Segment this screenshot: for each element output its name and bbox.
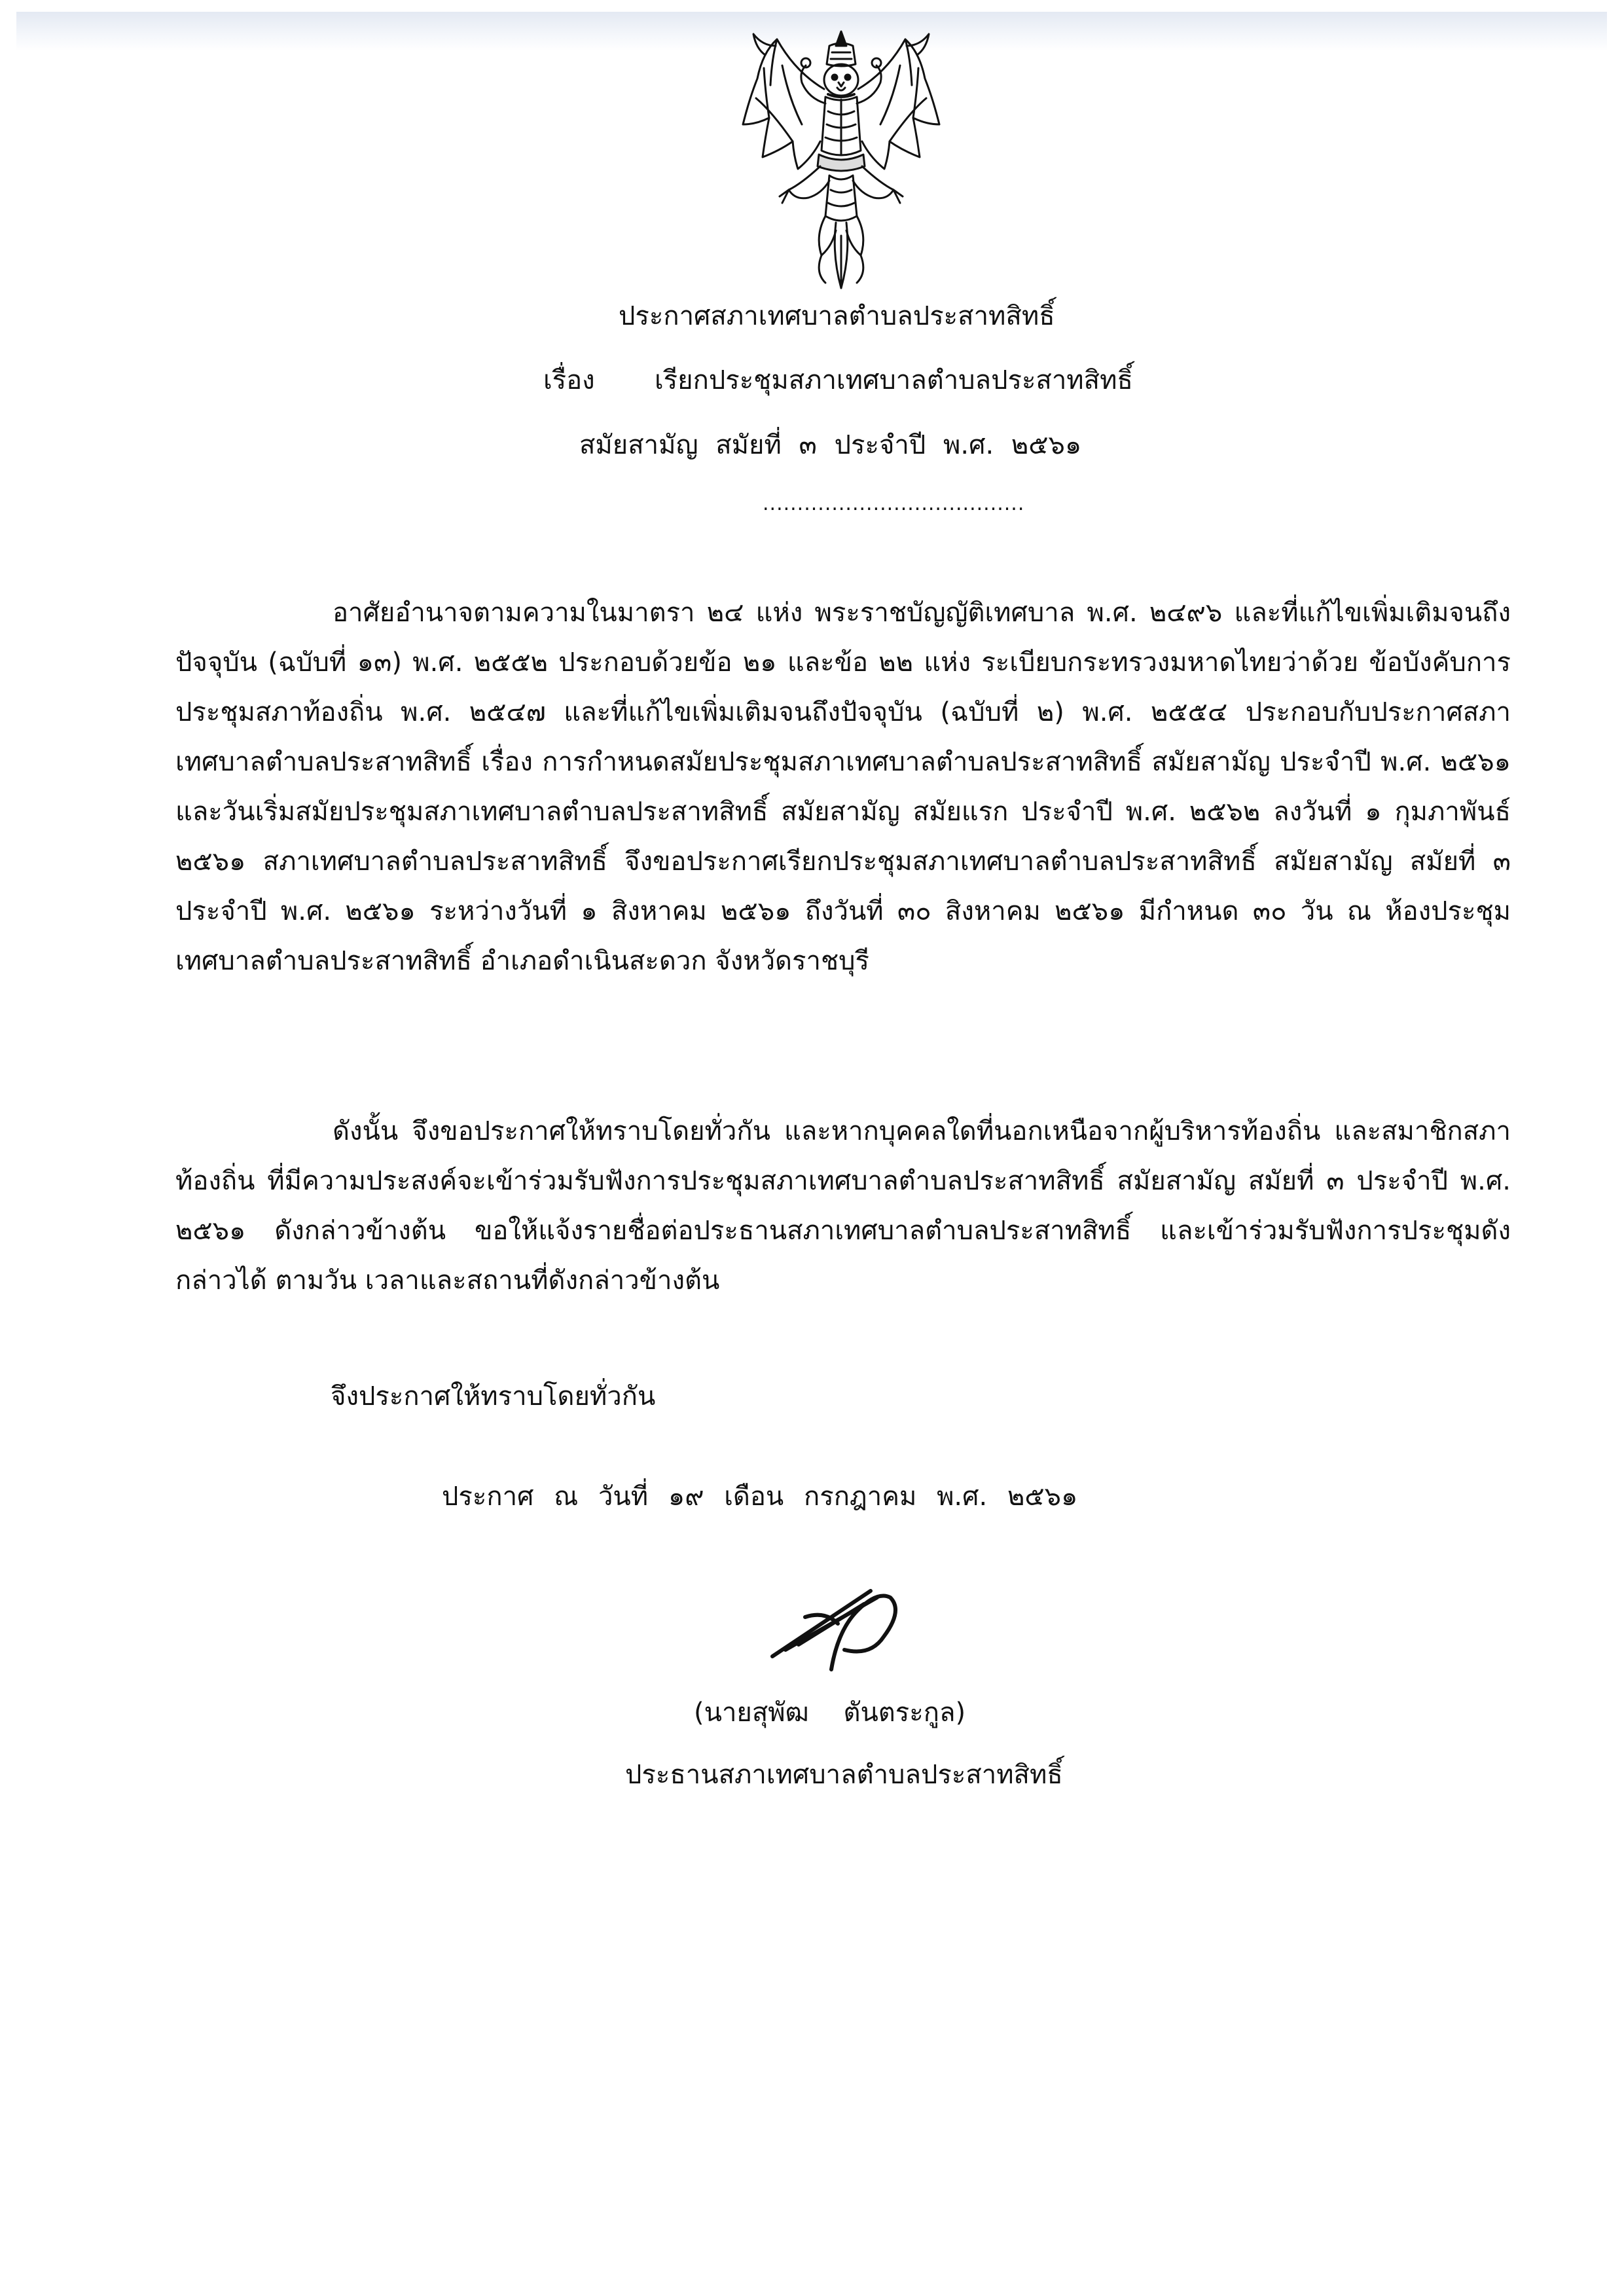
- announcement-date: ประกาศ ณ วันที่ ๑๙ เดือน กรกฎาคม พ.ศ. ๒๕๖๑: [442, 1482, 1078, 1512]
- signer-position: ประธานสภาเทศบาลตำบลประสาทสิทธิ์: [625, 1760, 1063, 1790]
- body-paragraph-1: อาศัยอำนาจตามความในมาตรา ๒๔ แห่ง พระราชบัญญัติเทศบาล พ.ศ. ๒๔๙๖ และที่แก้ไขเพิ่มเติมจนถึงปัจจุบัน (ฉบับที่ ๑๓) พ.ศ. ๒๕๕๒ ประกอบด้วยข้อ ๒๑ และข้อ ๒๒ แห่ง ระเบียบกระทรวงมหาดไทยว่าด้วย ข้อบังคับการประชุมสภาท้องถิ่น พ.ศ. ๒๕๔๗ และที่แก้ไขเพิ่มเติมจนถึงปัจจุบัน (ฉบับที่ ๒) พ.ศ. ๒๕๕๔ ประกอบกับประกาศสภาเทศบาลตำบลประสาทสิทธิ์ เรื่อง การกำหนดสมัยประชุมสภาเทศบาลตำบลประสาทสิทธิ์ สมัยสามัญ ประจำปี พ.ศ. ๒๕๖๑ และวันเริ่มสมัยประชุมสภาเทศบาลตำบลประสาทสิทธิ์ สมัยสามัญ สมัยแรก ประจำปี พ.ศ. ๒๕๖๒ ลงวันที่ ๑ กุมภาพันธ์ ๒๕๖๑ สภาเทศบาลตำบลประสาทสิทธิ์ จึงขอประกาศเรียกประชุมสภาเทศบาลตำบลประสาทสิทธิ์ สมัยสามัญ สมัยที่ ๓ ประจำปี พ.ศ. ๒๕๖๑ ระหว่างวันที่ ๑ สิงหาคม ๒๕๖๑ ถึงวันที่ ๓๐ สิงหาคม ๒๕๖๑ มีกำหนด ๓๐ วัน ณ ห้องประชุมเทศบาลตำบลประสาทสิทธิ์ อำเภอดำเนินสะดวก จังหวัดราชบุรี: [175, 598, 1511, 976]
- session-line: สมัยสามัญ สมัยที่ ๓ ประจำปี พ.ศ. ๒๕๖๑: [579, 430, 1082, 460]
- subject-text: เรียกประชุมสภาเทศบาลตำบลประสาทสิทธิ์: [655, 365, 1133, 395]
- header-separator: ......................................: [763, 492, 1025, 515]
- subject-label: เรื่อง: [543, 365, 595, 395]
- garuda-emblem-icon: [717, 26, 965, 308]
- closing-announce: จึงประกาศให้ทราบโดยทั่วกัน: [331, 1381, 656, 1412]
- handwritten-signature-icon: [766, 1571, 910, 1676]
- signer-name: (นายสุพัฒ ตันตระกูล): [694, 1698, 966, 1728]
- body-paragraph-2: ดังนั้น จึงขอประกาศให้ทราบโดยทั่วกัน และหากบุคคลใดที่นอกเหนือจากผู้บริหารท้องถิ่น และสมาชิกสภาท้องถิ่น ที่มีความประสงค์จะเข้าร่วมรับฟังการประชุมสภาเทศบาลตำบลประสาทสิทธิ์ สมัยสามัญ สมัยที่ ๓ ประจำปี พ.ศ. ๒๕๖๑ ดังกล่าวข้างต้น ขอให้แจ้งรายชื่อต่อประธานสภาเทศบาลตำบลประสาทสิทธิ์ และเข้าร่วมรับฟังการประชุมดังกล่าวได้ ตามวัน เวลาและสถานที่ดังกล่าวข้างต้น: [175, 1116, 1511, 1296]
- announcement-title: ประกาศสภาเทศบาลตำบลประสาทสิทธิ์: [619, 301, 1055, 331]
